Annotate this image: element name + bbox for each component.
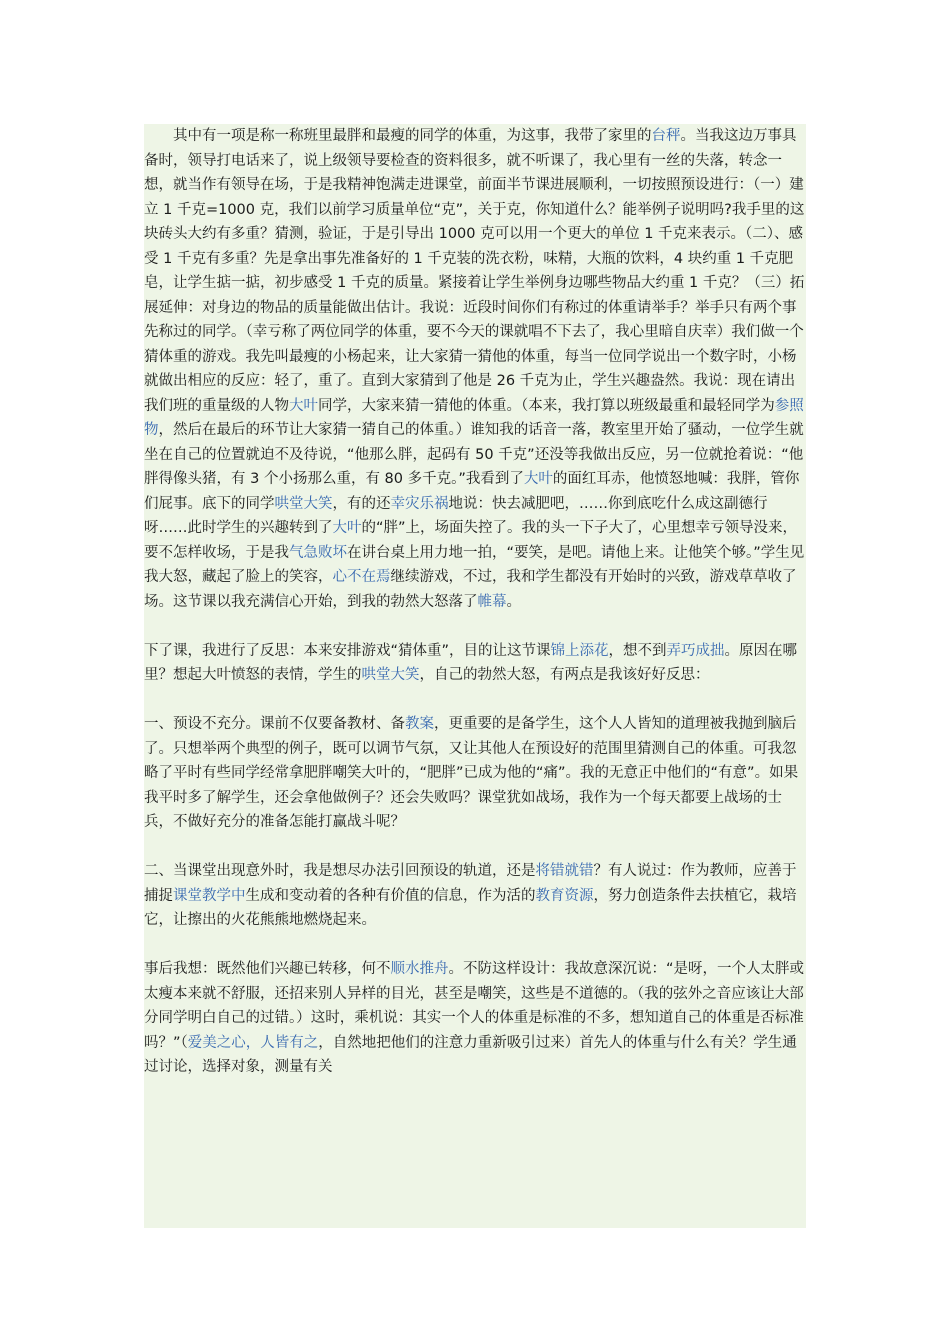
text-run: 的“胖”上，场面失控了。我的头一下子大了，心里想幸亏领导没来，要不怎样收场，于是我 <box>144 520 798 561</box>
inline-link[interactable]: 参照物 <box>144 397 804 438</box>
paragraph-p4 <box>144 859 806 933</box>
inline-link[interactable]: 心不在焉 <box>332 569 391 585</box>
paragraph-p1 <box>144 124 806 614</box>
inline-link[interactable]: 教育资源 <box>535 887 594 904</box>
text-run: 。 <box>506 593 521 610</box>
inline-link[interactable]: 将错就错 <box>535 863 594 879</box>
text-run: 。不防这样设计：我故意深沉说：“是呀，一个人太胖或太瘦本来就不舒服，还招来别人异样的目光，甚至是嘲笑，这些是不道德的。（我的弦外之音应该让大部分同学明白自己的过错。）这时，乘机说：其实一个人的体重是标准的不多，想知道自己的体重是否标准吗？”（ <box>144 961 805 1051</box>
inline-link[interactable]: 哄堂大笑 <box>361 667 420 683</box>
text-run: ，努力创造条件去扶植它，栽培它，让擦出的火花熊熊地燃烧起来。 <box>144 887 797 928</box>
text-run: 在讲台桌上用力地一拍，“要笑，是吧。请他上来。让他笑个够。”学生见我大怒，藏起了脸上的笑容， <box>144 544 805 585</box>
inline-link[interactable]: 台秤 <box>651 128 681 144</box>
text-run: 同学，大家来猜一猜他的体重。（本来，我打算以班级最重和最轻同学为 <box>318 397 775 414</box>
inline-link[interactable]: 大叶 <box>332 520 362 536</box>
paragraph-gap <box>144 933 806 958</box>
text-run: 的面红耳赤，他愤怒地喊：我胖，管你们屁事。底下的同学 <box>144 471 800 512</box>
inline-link[interactable]: 锦上添花 <box>550 642 609 659</box>
inline-link[interactable]: 气急败坏 <box>289 544 347 561</box>
text-run: ，更重要的是备学生，这个人人皆知的道理被我抛到脑后了。只想举两个典型的例子，既可以调节气氛，又让其他人在预设好的范围里猜测自己的体重。可我忽略了平时有些同学经常拿肥胖嘲笑大叶的，“肥胖”已成为他的“痛”。我的无意正中他们的“有意”。如果我平时多了解学生，还会拿他做例子？还会失败吗？课堂犹如战场，我作为一个每天都要上战场的士兵，不做好充分的准备怎能打赢战斗呢？ <box>144 716 799 830</box>
text-run: 地说：快去减肥吧，……你到底吃什么成这副德行呀……此时学生的兴趣转到了 <box>144 495 768 536</box>
text-run: 一、预设不充分。课前不仅要备教材、备 <box>144 716 405 732</box>
inline-link[interactable]: 教案 <box>405 716 434 732</box>
inline-link[interactable]: 顺水推舟 <box>390 961 449 977</box>
text-run: ，有的还 <box>332 495 391 512</box>
article-body <box>144 124 806 1080</box>
paragraph-gap <box>144 835 806 860</box>
paragraph-p5 <box>144 957 806 1080</box>
paragraph-gap <box>144 688 806 713</box>
text-run: 继续游戏，不过，我和学生都没有开始时的兴致，游戏草草收了场。这节课以我充满信心开始，到我的勃然大怒落了 <box>144 569 797 610</box>
text-run: ，自己的勃然大怒，有两点是我该好好反思： <box>419 667 710 683</box>
text-run: 。当我这边万事具备时，领导打电话来了，说上级领导要检查的资料很多，就不听课了，我心里有一丝的失落，转念一想，就当作有领导在场，于是我精神饱满走进课堂，前面半节课进展顺利，一切按照预设进行：（一）建立 1 千克=1000 克，我们以前学习质量单位“克”，关于克，你知道什么？能举例子说明吗?我手里的这块砖头大约有多重？猜测，验证，于是引导出 1000 克可以用一个更大的单位 1 千克来表示。（二）、感受 1 千克有多重？先是拿出事先准备好的 1 千克装的洗衣粉，味精，大瓶的饮料，4 块约重 1 千克肥皂，让学生掂一掂，初步感受 1 千克的质量。紧接着让学生举例身边哪些物品大约重 1 千克？（三）拓展延伸：对身边的物品的质量能做出估计。我说：近段时间你们有称过的体重请举手？举手只有两个事先称过的同学。（幸亏称了两位同学的体重，要不今天的课就唱不下去了，我心里暗自庆幸）我们做一个猜体重的游戏。我先叫最瘦的小杨起来，让大家猜一猜他的体重，每当一位同学说出一个数字时，小杨就做出相应的反应：轻了，重了。直到大家猜到了他是 26 千克为止，学生兴趣盎然。我说：现在请出我们班的重量级的人物 <box>144 128 805 414</box>
paragraph-gap <box>144 614 806 639</box>
text-run: 其中有一项是称一称班里最胖和最瘦的同学的体重，为这事，我带了家里的 <box>173 128 652 144</box>
text-run: 。原因在哪里？想起大叶愤怒的表情，学生的 <box>144 642 798 683</box>
text-run: 生成和变动着的各种有价值的信息，作为活的 <box>245 887 536 904</box>
text-run: 二、当课堂出现意外时，我是想尽办法引回预设的轨道，还是 <box>144 863 536 879</box>
inline-link[interactable]: 哄堂大笑 <box>274 495 333 512</box>
inline-link[interactable]: 帷幕 <box>477 593 507 610</box>
text-run: ，自然地把他们的注意力重新吸引过来）首先人的体重与什么有关？学生通过讨论，选择对象，测量有关 <box>144 1034 797 1075</box>
text-run: 下了课，我进行了反思：本来安排游戏“猜体重”，目的让这节课 <box>144 642 551 659</box>
inline-link[interactable]: 课堂教学中 <box>173 887 246 904</box>
inline-link[interactable]: 爱美之心，人皆有之 <box>187 1034 319 1051</box>
inline-link[interactable]: 弄巧成拙 <box>666 642 725 659</box>
inline-link[interactable]: 幸灾乐祸 <box>390 495 449 512</box>
paragraph-p2 <box>144 639 806 688</box>
paragraph-p3 <box>144 712 806 835</box>
text-run: ，想不到 <box>608 642 667 659</box>
inline-link[interactable]: 大叶 <box>523 471 553 487</box>
text-run: 事后我想：既然他们兴趣已转移，何不 <box>144 961 391 977</box>
text-run: ？有人说过：作为教师，应善于捕捉 <box>144 863 797 904</box>
inline-link[interactable]: 大叶 <box>289 397 318 414</box>
text-run: ，然后在最后的环节让大家猜一猜自己的体重。）谁知我的话音一落，教室里开始了骚动，一位学生就坐在自己的位置就迫不及待说，“他那么胖，起码有 50 千克”还没等我做出反应，另一位就抢着说：“他胖得像头猪，有 3 个小扬那么重，有 80 多千克。”我看到了 <box>144 422 804 487</box>
